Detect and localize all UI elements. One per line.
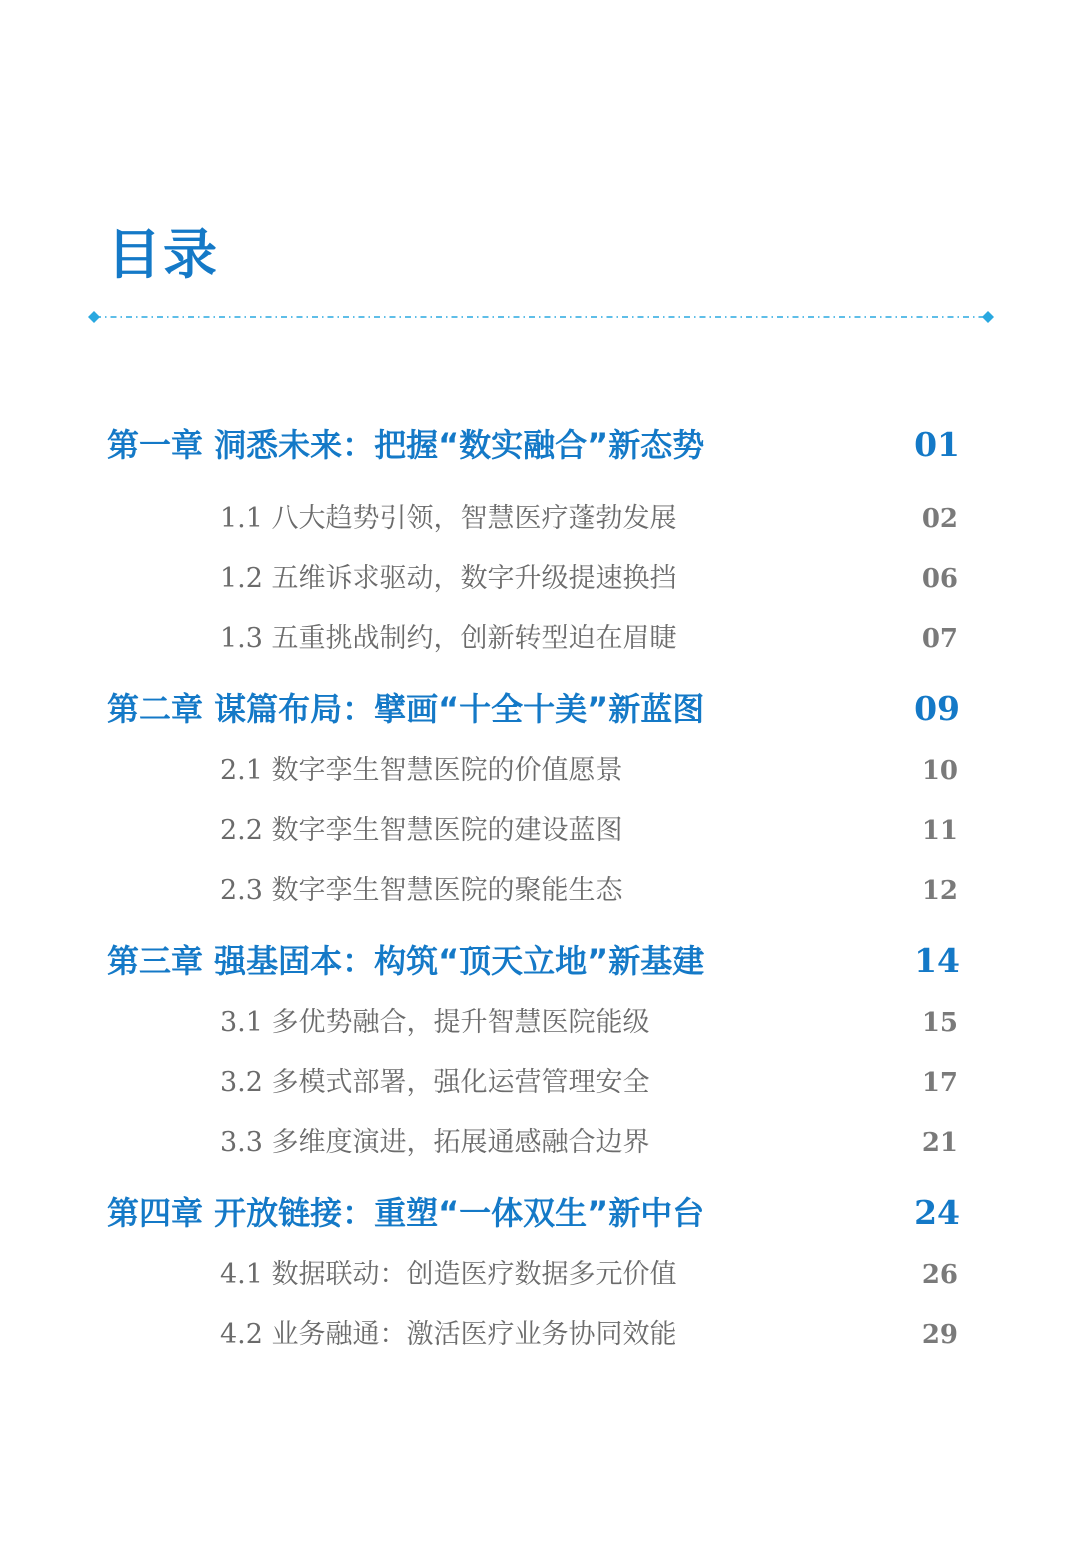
toc-section-page-number: 07	[921, 624, 958, 654]
toc-section-page-number: 21	[921, 1128, 958, 1158]
toc-section-page-number: 15	[921, 1008, 958, 1038]
toc-section-page-number: 02	[921, 504, 958, 534]
toc-section-label: 3.2 多模式部署，强化运营管理安全	[220, 1067, 650, 1098]
toc-section-label: 4.2 业务融通：激活医疗业务协同效能	[220, 1319, 677, 1350]
toc-section-page-number: 12	[921, 876, 958, 906]
toc-section-label: 2.2 数字孪生智慧医院的建设蓝图	[220, 815, 623, 846]
toc-section-page-number: 17	[921, 1068, 958, 1098]
toc-section-label: 4.1 数据联动：创造医疗数据多元价值	[220, 1259, 677, 1290]
toc-section-page-number: 29	[921, 1320, 958, 1350]
toc-chapter-page-number: 14	[914, 941, 960, 980]
toc-section-label: 2.3 数字孪生智慧医院的聚能生态	[220, 875, 623, 906]
toc-chapter-label: 第二章 谋篇布局：擘画“十全十美”新蓝图	[107, 690, 705, 728]
toc-section-label: 3.1 多优势融合，提升智慧医院能级	[220, 1007, 650, 1038]
toc-section-page-number: 06	[921, 564, 958, 594]
toc-section-label: 1.2 五维诉求驱动，数字升级提速换挡	[220, 563, 677, 594]
toc-chapter-label: 第四章 开放链接：重塑“一体双生”新中台	[107, 1194, 705, 1232]
toc-section-page-number: 11	[921, 816, 958, 846]
toc-chapter-label: 第三章 强基固本：构筑“顶天立地”新基建	[107, 942, 705, 980]
toc-section-page-number: 26	[921, 1260, 958, 1290]
toc-chapter-page-number: 24	[914, 1193, 960, 1232]
page-title: 目录	[107, 223, 219, 286]
toc-section-label: 1.3 五重挑战制约，创新转型迫在眉睫	[220, 623, 677, 654]
toc-section-label: 3.3 多维度演进，拓展通感融合边界	[220, 1127, 650, 1158]
toc-chapter-page-number: 09	[914, 689, 960, 728]
toc-section-label: 2.1 数字孪生智慧医院的价值愿景	[220, 755, 623, 786]
toc-chapter-page-number: 01	[914, 425, 960, 464]
toc-section-page-number: 10	[921, 756, 958, 786]
toc-chapter-label: 第一章 洞悉未来：把握“数实融合”新态势	[107, 426, 705, 464]
toc-section-label: 1.1 八大趋势引领，智慧医疗蓬勃发展	[220, 503, 677, 534]
